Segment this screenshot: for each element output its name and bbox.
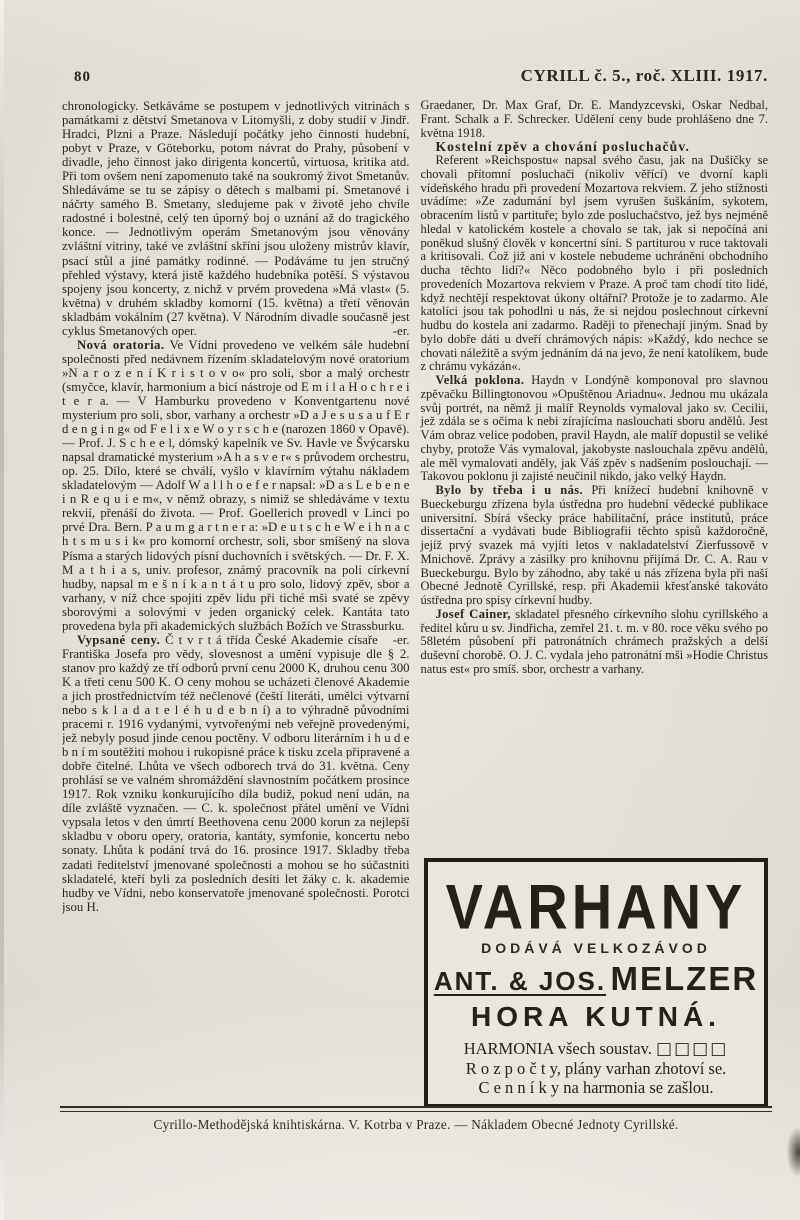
ad-offer-lines <box>428 1039 764 1097</box>
ad-title: VARHANY <box>445 871 747 943</box>
ad-name-initials: ANT. & JOS. <box>433 966 607 996</box>
author-signature: -er. <box>392 632 410 647</box>
ad-line-rozpocty: R o z p o č t y, plány varhan zhotoví se. <box>465 1059 727 1078</box>
run-in-heading: Vypsané ceny. <box>77 632 161 647</box>
run-in-heading: Josef Cainer, <box>435 606 511 621</box>
left-column <box>62 99 410 1109</box>
ad-line-harmonia: HARMONIA všech soustav. □□□□ <box>463 1039 729 1059</box>
ad-name-surname: MELZER <box>610 960 759 997</box>
paragraph-smetana-exhibition: chronologicky. Setkáváme se postupem v jednotlivých vitrinách s památkami z dětství Smetanova v Litomyšli, z doby studií v Jindř. Hradci, Plzni a Praze. Následují počátky jeho činnosti hudební, pobyt v Praze, v Göteborku, potom návrat do Prahy, působení v divadle, jeho činnost jako dirigenta koncertů, virtuosa, kritika atd. Při tom ovšem není zapomenuto také na soukromý život Smetanův. Shledáváme se tu se zápisy o dětech s malbami pí. Smetanové i náčrty samého B. Smetany, sledujeme pak v životě jeho chvíle radostné i bolestné, celý ten úporný boj o uznání až do tragického konce. — Jednotlivým operám Smetanovým jsou věnovány zvláštní vitriny, také ve zvláštní skříni jsou uloženy mistrův klavír, psací stůl a jiné památky rodinné. — Podáváme tu jen stručný přehled výstavy, která jistě každého hudebníka potěší. S výstavou spojeny jsou koncerty, z nichž v prvém provedena »Má vlast« (5. května) v druhém skladby komorní (15. května) a třetí věnován skladbám vokálním (27 května). V Národním divadle současně jest cyklus Smetanových oper. -er. <box>62 99 410 338</box>
scan-edge-shadow <box>0 0 4 1220</box>
paragraph-nova-oratoria: Nová oratoria. Ve Vídni provedeno ve velkém sále hudební společnosti před nedávnem řízením skladatelovým nové oratorium »N a r o z e n í K r i s t o v o« pro soli, sbor a malý orchestr (smyčce, klavír, harmonium a bicí nástroje od E m i l a H o c h r e i t e r a. — V Hamburku provedeno v Konventgartenu nové mysterium pro soli, sbor, varhany a orchestr »D a J e s u s a u f E r d e n g i n g« od F e l i x e W o y r s c h e (narozen 1860 v Opavě). — Prof. J. S c h e e l, dómský kapelník ve Sv. Havle ve Švýcarsku napsal dramatické mysterium »A h a s v e r« s průvodem orchestru, op. 25. Dílo, které se chválí, vyšlo v klavírním výtahu nákladem skladatelovým — Adolf W a l l h o e f e r napsal: »D a s L e b e n e i n R e q u i e m«, v němž obrazy, s nimiž se shledáváme v textu rekvií, přenáší do života. — Prof. Goellerich provedl v Linci po prvé Dra. Bern. P a u m g a r t n e r a: »D e u t s c h e W e i h n a c h t s m u s i k« pro komorní orchestr, soli, sbor smíšený na slova Písma a starých lidových písní duchovních i světských. — Dr. F. X. M a t h i a s, univ. profesor, známý pracovník na poli církevní hudby, napsal m e š n í k a n t á t u pro solo, lidový zpěv, sbor a varhany, v níž chce spojiti zpěv lidu při tiché mši svaté se zpěvy sborovými a solovými v jeden organický celek. Kantáta tato provedena byla při akademických službách Božích ve Strassburku. -er. <box>62 337 410 647</box>
paragraph-velka-poklona: Velká poklona. Haydn v Londýně komponoval pro slavnou zpěvačku Billingtonovou »Opuštěnou Ariadnu«. Jednou mu ukázala svůj portrét, na němž ji malíř Reynolds vymaloval jako sv. Cecilii, jež zdála se s očima k nebi zírajícíma naslouchati sboru andělů. Jest Vám obraz velice podoben, pravil Haydn, ale malíř dopustil se veliké chyby, protože Vás vymaloval, jakobyste naslouchala zpěvu andělů, ale měl vymalovati anděly, jak Váš zpěv s nadšením poslouchají. — Takovou poklonu ji zajisté neučinil nikdo, jako velký Haydn. <box>420 373 768 484</box>
ad-line-cenniky: C e n n í k y na harmonia se zašlou. <box>478 1078 714 1097</box>
imprint-line: Cyrillo-Methodějská knihtiskárna. V. Kotrba v Praze. — Nákladem Obecné Jednoty Cyrillské. <box>153 1117 679 1132</box>
section-heading-kostelni-zpev: Kostelní zpěv a chování posluchačův. <box>435 139 690 155</box>
ad-company-name <box>428 962 764 995</box>
run-in-heading: Bylo by třeba i u nás. <box>435 483 584 497</box>
paragraph-bylo-by-treba: Bylo by třeba i u nás. Při knížecí hudební knihovně v Bueckeburgu zřízena byla ústředna pro hudební vědecké publikace universitní. Sbírá všecky práce habilitační, práce institutů, práce dissertační a vydávati bude Bibliografii těchto spisů každoročně, jejíž prvý svazek má vyjíti letos v nakladatelství Zierfussově v Mnichově. Zprávy a zásilky pro knihovnu přijímá Dr. C. A. Rau v Bueckeburgu. Bylo by záhodno, aby také u nás zřízena byla při naší Obecné Jednotě Cyrillské, resp. při Akademii křesťanské takováto ústředna pro spisy církevní hudby. <box>420 483 768 607</box>
page-footer <box>60 1106 772 1133</box>
ad-subtitle: DODÁVÁ VELKOZÁVOD <box>481 940 711 956</box>
paragraph-reichspost: Referent »Reichspostu« napsal svého času, jak na Dušičky se chovali přítomní posluchači (nikoliv věřící) ve dvorní kapli vídeňského hradu při provedení Mozartova rekviem. Z jeho stížnosti uvádíme: »Ze zadumání byl jsem vyrušen šuškáním, sykotem, obracením listů v partituře; bylo zde posluchačstvo, jež bys nejméně hledal v katolickém kostele a chovalo se tak, jak si nepočíná ani poněkud slušný člověk v koncertní síni. S partiturou v ruce taktovali a kritisovali. Což již ani v kostele nebudeme uchráněni obchodního ducha těchto lidí?« Něco podobného bylo i při posledních provedeních Mozartova rekviem v Praze. A proč tam chodí tito lidé, když nechtějí respektovat úkony oltářní? Protože je to zadarmo. Ale katolíci jsou tak pohodlni u nás, že si nejdou poslechnout církevní hudbu do kostela ani zadarmo. Raději to přenechají jiným. Snad by bylo dobře dáti u dveří chrámových nápis: »Každý, kdo nechce se chovati náležitě a svým jednáním dá na jevo, že není katolíkem, bude z chrámu vykázán«. <box>420 153 768 374</box>
square-ornament-icons: □□□□ <box>656 1039 729 1059</box>
footer-double-rule <box>60 1106 772 1112</box>
scan-smudge-mark <box>786 1126 800 1178</box>
advertisement-varhany-melzer <box>424 858 768 1108</box>
paragraph-vypsane-ceny: Vypsané ceny. Č t v r t á třída České Akademie císaře Františka Josefa pro vědy, slovesnost a umění vypisuje dle § 2. stanov pro každý ze tří odborů první cenu 2000 K, druhou cenu 300 K a třetí cenu 500 K. O ceny mohou se ucházeti členové Akademie a jich prostřednictvím též nečlenové (čeští literáti, umělci výtvarní nebo s k l a d a t e l é h u d e b n í) a to výhradně původními pracemi r. 1916 vydanými, vytvořenými neb veřejně provedenými, jež nebyly posud jinde cenou poctěny. V odboru literárním i h u d e b n í m soutěžiti mohou i rukopisné práce k tisku zcela připravené a dobře čitelné. Lhůta ve všech odborech trvá do 31. května. Ceny prohlásí se ve valném shromáždění slavnostním počátkem prosince 1917. Rok vzniku konkurujícího díla budiž, pokud není udán, na díle zvláště vyznačen. — C. k. společnost přátel umění ve Vídni vypsala letos v den úmrtí Beethovena cenu 2000 korun za nejlepší skladbu v oboru opery, oratoria, kantáty, symfonie, koncertu nebo sonaty. Lhůta k podání trvá do 16. prosince 1917. Skladby třeba zadati ředitelství jmenované společnosti a mohou se ho súčastniti skladatelé, kteří byli za posledních desíti let žáky c. k. akademie hudby ve Vídni, nebo konservatoře jmenované společnosti. Porotci jsou H. <box>62 632 410 914</box>
paragraph-jury-continuation: Graedaner, Dr. Max Graf, Dr. E. Mandyzcevski, Oskar Nedbal, Frant. Schalk a F. Schrecker. Udělení ceny bude prohlášeno dne 7. května 1918. <box>420 99 768 140</box>
run-in-heading: Nová oratoria. <box>77 337 165 352</box>
paragraph-josef-cainer: Josef Cainer, skladatel přesného církevního slohu cyrillského a ředitel kůru u sv. Jindřicha, zemřel 21. t. m. v 80. roce věku svého po 58letém působení při patronátních chrámech pražských a delší duševní chorobě. O. J. C. vydala jeho patronátní mši »Hodie Christus natus est« pro smíš. sbor, orchestr a varhany. <box>420 606 768 676</box>
page-number: 80 <box>74 69 91 85</box>
journal-title: CYRILL č. 5., roč. XLIII. 1917. <box>520 66 768 85</box>
page-header <box>62 66 768 86</box>
run-in-heading: Velká poklona. <box>435 373 525 387</box>
ad-city: HORA KUTNÁ. <box>471 1001 721 1032</box>
author-signature: -er. <box>392 323 410 338</box>
